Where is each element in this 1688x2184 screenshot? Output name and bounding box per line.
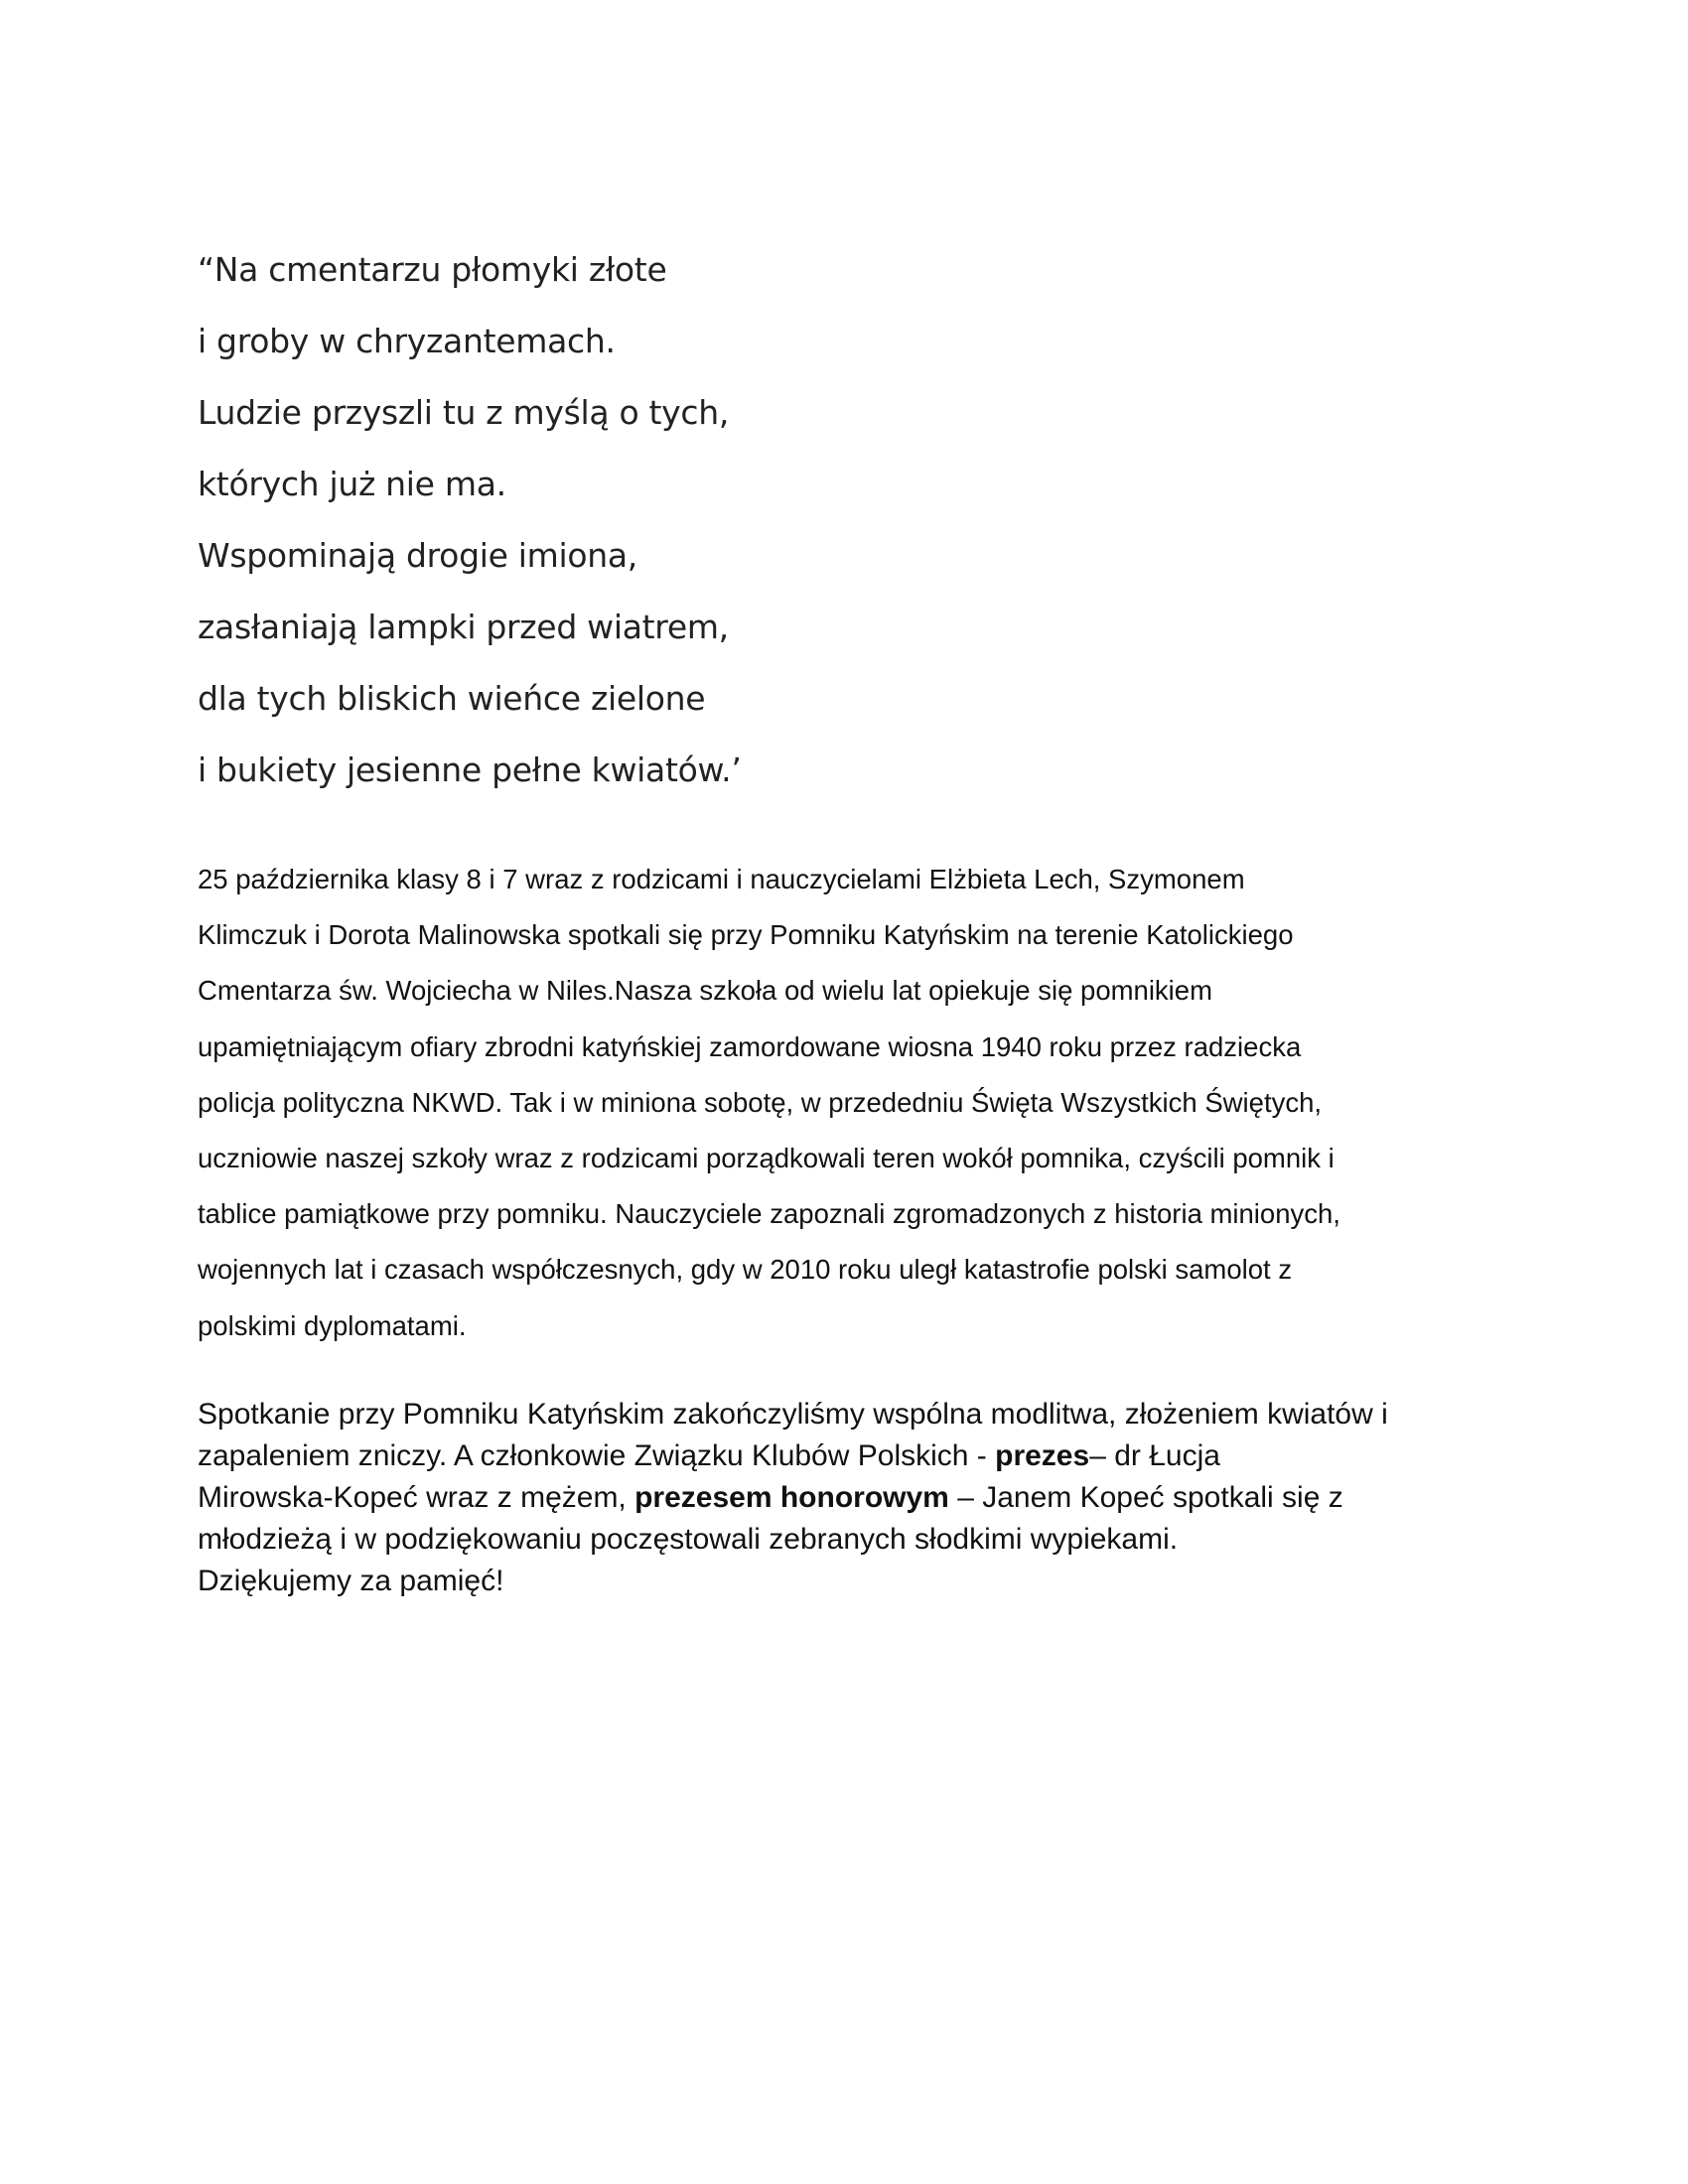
paragraph-line bbox=[198, 1477, 1508, 1519]
text-run: – dr Łucja bbox=[1089, 1439, 1220, 1472]
paragraph-line: młodzieżą i w podziękowaniu poczęstowali zebranych słodkimi wypiekami. bbox=[198, 1523, 1179, 1556]
poem-line: dla tych bliskich wieńce zielone bbox=[198, 679, 706, 718]
closing-paragraph bbox=[198, 1394, 1508, 1602]
text-run: zapaleniem zniczy. A członkowie Związku Klubów Polskich - bbox=[198, 1439, 996, 1472]
bold-title-prezes-honorowy: prezesem honorowym bbox=[634, 1481, 949, 1514]
paragraph-line: 25 października klasy 8 i 7 wraz z rodzicami i nauczycielami Elżbieta Lech, Szymonem bbox=[198, 864, 1245, 894]
poem-line: zasłaniają lampki przed wiatrem, bbox=[198, 608, 729, 646]
event-description-paragraph bbox=[198, 852, 1508, 1354]
text-run: – Janem Kopeć spotkali się z bbox=[948, 1481, 1343, 1514]
poem-line: których już nie ma. bbox=[198, 465, 506, 503]
paragraph-line: polskimi dyplomatami. bbox=[198, 1309, 467, 1341]
poem-line: Wspominają drogie imiona, bbox=[198, 536, 637, 575]
paragraph-line: wojennych lat i czasach współczesnych, gdy w 2010 roku uległ katastrofie polski samolot z bbox=[198, 1254, 1293, 1286]
text-run: Mirowska-Kopeć wraz z mężem, bbox=[198, 1481, 635, 1514]
bold-title-prezes: prezes bbox=[995, 1439, 1090, 1472]
paragraph-line: uczniowie naszej szkoły wraz z rodzicami porządkowali teren wokół pomnika, czyścili pomnik i bbox=[198, 1143, 1335, 1174]
poem-line: i groby w chryzantemach. bbox=[198, 322, 616, 360]
paragraph-line: Spotkanie przy Pomniku Katyńskim zakończyliśmy wspólna modlitwa, złożeniem kwiatów i bbox=[198, 1398, 1388, 1431]
paragraph-line bbox=[198, 1435, 1508, 1477]
poem-line: “Na cmentarzu płomyki złote bbox=[198, 250, 667, 289]
poem-line: i bukiety jesienne pełne kwiatów.’ bbox=[198, 751, 742, 789]
closing-thanks: Dziękujemy za pamięć! bbox=[198, 1565, 504, 1597]
paragraph-line: Klimczuk i Dorota Malinowska spotkali się przy Pomniku Katyńskim na terenie Katolickiego bbox=[198, 919, 1294, 951]
poem-stanza bbox=[198, 234, 1091, 806]
paragraph-line: tablice pamiątkowe przy pomniku. Nauczyciele zapoznali zgromadzonych z historia minionych, bbox=[198, 1198, 1340, 1230]
poem-line: Ludzie przyszli tu z myślą o tych, bbox=[198, 393, 730, 432]
paragraph-line: upamiętniającym ofiary zbrodni katyńskiej zamordowane wiosna 1940 roku przez radziecka bbox=[198, 1030, 1302, 1062]
paragraph-line: policja polityczna NKWD. Tak i w miniona sobotę, w przededniu Święta Wszystkich Świętych, bbox=[198, 1086, 1323, 1118]
paragraph-line: Cmentarza św. Wojciecha w Niles.Nasza szkoła od wielu lat opiekuje się pomnikiem bbox=[198, 975, 1212, 1007]
